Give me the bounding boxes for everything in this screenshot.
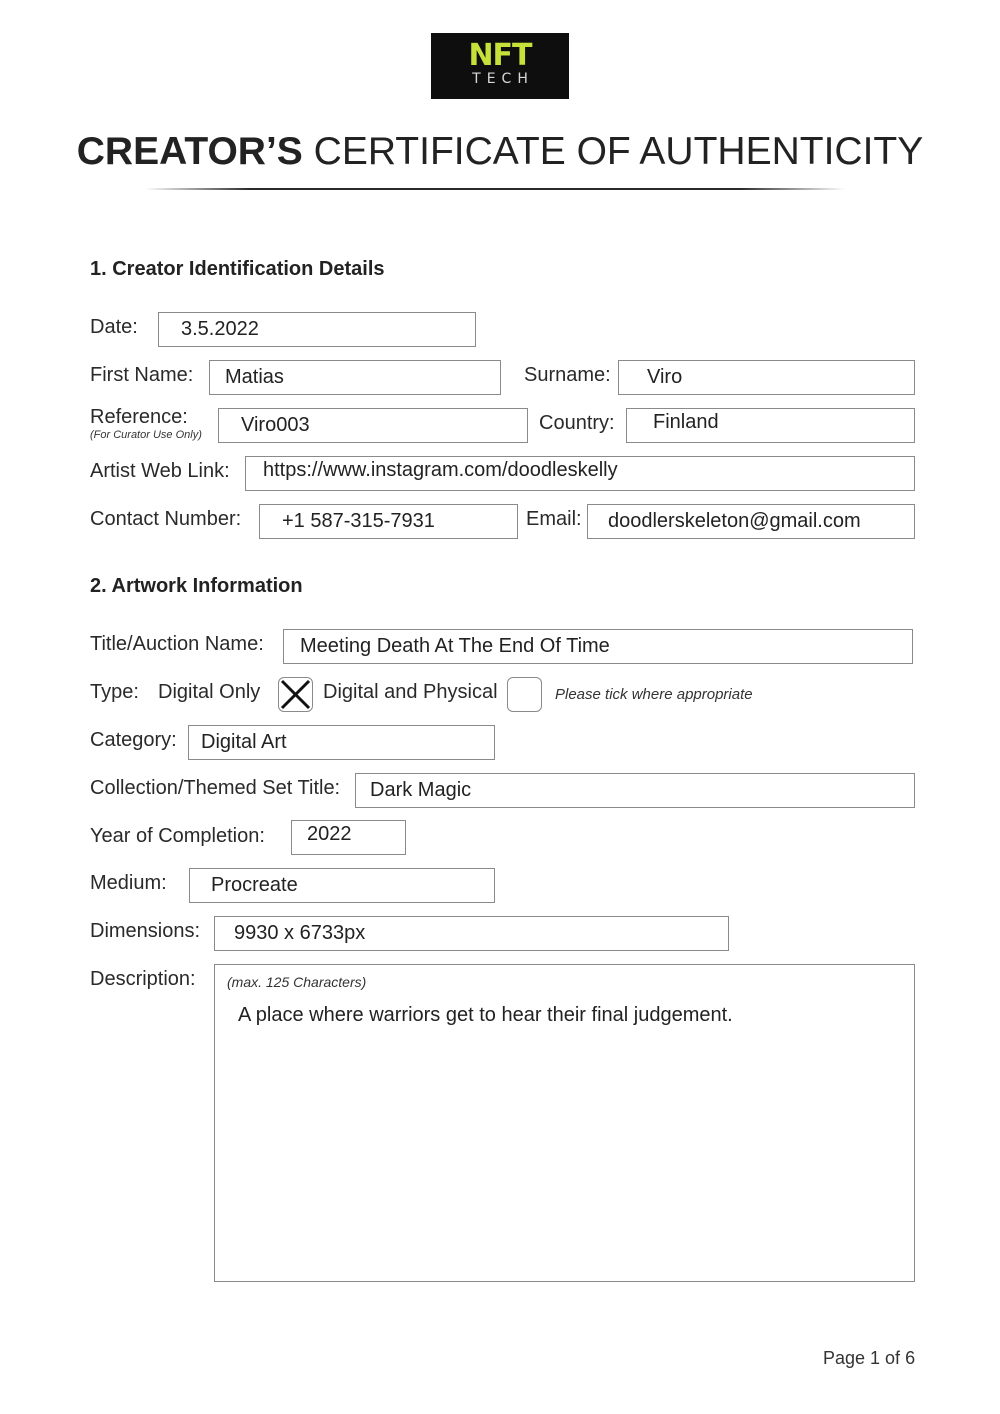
web-link-value: https://www.instagram.com/doodleskelly (263, 459, 618, 481)
reference-label: Reference: (90, 406, 188, 428)
year-value: 2022 (307, 823, 352, 845)
checkmark-x-icon (279, 678, 312, 711)
section-2-heading: 2. Artwork Information (90, 575, 303, 597)
page-title-bold: CREATOR’S (76, 130, 303, 173)
reference-sublabel: (For Curator Use Only) (90, 429, 202, 441)
category-label: Category: (90, 729, 177, 751)
surname-label: Surname: (524, 364, 611, 386)
web-link-label: Artist Web Link: (90, 460, 230, 482)
web-link-field[interactable] (245, 456, 915, 491)
surname-field[interactable] (618, 360, 915, 395)
contact-number-label: Contact Number: (90, 508, 242, 530)
country-field[interactable] (626, 408, 915, 443)
type-digital-physical-label: Digital and Physical (323, 681, 498, 703)
date-label: Date: (90, 316, 138, 338)
contact-number-value: +1 587-315-7931 (282, 510, 435, 532)
collection-field[interactable] (355, 773, 915, 808)
title-auction-value: Meeting Death At The End Of Time (300, 635, 610, 657)
category-value: Digital Art (201, 731, 287, 753)
category-field[interactable] (188, 725, 495, 760)
collection-value: Dark Magic (370, 779, 472, 801)
type-hint: Please tick where appropriate (555, 686, 753, 703)
digital-only-checkbox[interactable] (278, 677, 313, 712)
first-name-value: Matias (225, 366, 284, 388)
dimensions-field[interactable] (214, 916, 729, 951)
collection-label: Collection/Themed Set Title: (90, 777, 341, 799)
logo-sub-text: TECH (472, 71, 534, 87)
reference-field[interactable] (218, 408, 528, 443)
surname-value: Viro (647, 366, 683, 388)
dimensions-value: 9930 x 6733px (234, 922, 366, 944)
digital-physical-checkbox[interactable] (507, 677, 542, 712)
description-field[interactable] (214, 964, 915, 1282)
title-divider (145, 188, 845, 190)
logo-main-text: NFT (468, 38, 532, 73)
reference-value: Viro003 (241, 414, 310, 436)
description-value: A place where warriors get to hear their final judgement. (238, 1004, 733, 1026)
year-label: Year of Completion: (90, 825, 265, 847)
page-number: Page 1 of 6 (823, 1348, 916, 1368)
description-label: Description: (90, 968, 196, 990)
title-auction-label: Title/Auction Name: (90, 633, 264, 655)
type-label: Type: (90, 681, 139, 703)
description-hint: (max. 125 Characters) (227, 974, 367, 990)
medium-label: Medium: (90, 872, 167, 894)
medium-value: Procreate (211, 874, 298, 896)
country-value: Finland (653, 411, 719, 433)
dimensions-label: Dimensions: (90, 920, 201, 942)
email-label: Email: (526, 508, 582, 530)
country-label: Country: (539, 412, 615, 434)
section-1-heading: 1. Creator Identification Details (90, 258, 385, 280)
type-digital-only-label: Digital Only (158, 681, 261, 703)
email-field[interactable] (587, 504, 915, 539)
year-field[interactable] (291, 820, 406, 855)
medium-field[interactable] (189, 868, 495, 903)
date-field[interactable] (158, 312, 476, 347)
first-name-label: First Name: (90, 364, 194, 386)
email-value: doodlerskeleton@gmail.com (608, 510, 861, 532)
page-title (0, 128, 1000, 176)
first-name-field[interactable] (209, 360, 501, 395)
contact-number-field[interactable] (259, 504, 518, 539)
title-auction-field[interactable] (283, 629, 913, 664)
page-title-regular: CERTIFICATE OF AUTHENTICITY (313, 130, 924, 173)
nft-tech-logo (431, 33, 569, 99)
date-value: 3.5.2022 (181, 318, 259, 340)
